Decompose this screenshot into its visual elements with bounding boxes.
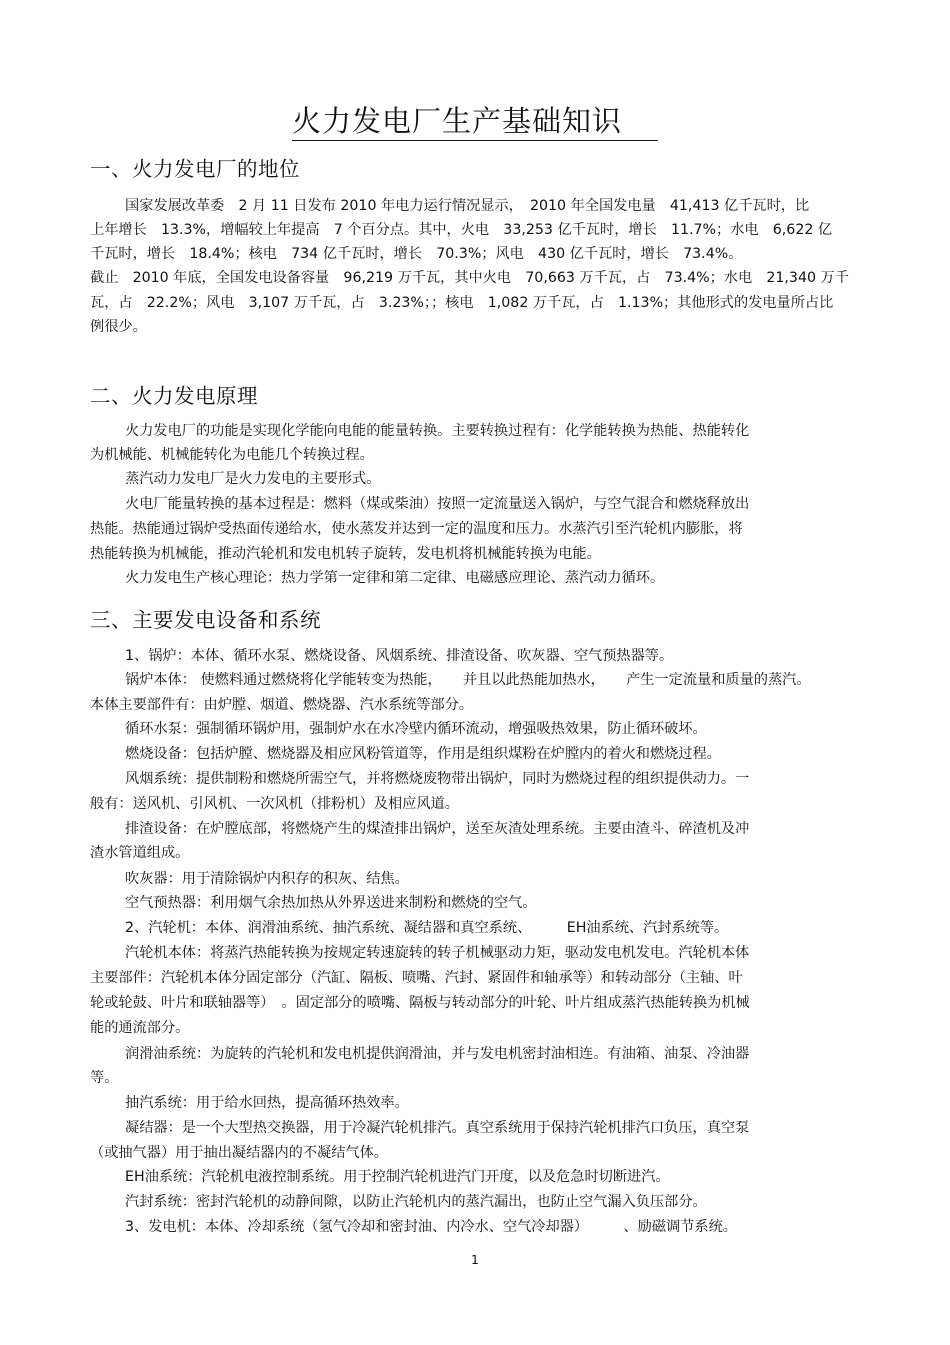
- text-line: 锅炉本体： 使燃料通过燃烧将化学能转变为热能， 并且以此热能加热水， 产生一定流量和质量的蒸汽。: [125, 672, 811, 688]
- text-line: 2、汽轮机：本体、润滑油系统、抽汽系统、凝结器和真空系统、 EH油系统、汽封系统等。: [125, 920, 729, 936]
- text-line: 吹灰器：用于清除锅炉内积存的积灰、结焦。: [125, 871, 409, 887]
- text-line: 热能。热能通过锅炉受热面传递给水，使水蒸发并达到一定的温度和压力。水蒸汽引至汽轮机内膨胀，将: [90, 521, 743, 537]
- text-line: 循环水泵：强制循环锅炉用，强制炉水在水冷壁内循环流动，增强吸热效果，防止循环破坏。: [125, 721, 707, 737]
- text-line: 千瓦时，增长 18.4%；核电 734 亿千瓦时，增长 70.3%；风电 430 亿千瓦时，增长 73.4%。: [90, 246, 743, 262]
- section-heading-2: 二、火力发电原理: [90, 384, 258, 408]
- text-line: 风烟系统：提供制粉和燃烧所需空气，并将燃烧废物带出锅炉，同时为燃烧过程的组织提供动力。一: [125, 771, 750, 787]
- text-line: 抽汽系统：用于给水回热，提高循环热效率。: [125, 1095, 409, 1111]
- text-line: 渣水管道组成。: [90, 845, 190, 861]
- text-line: 火电厂能量转换的基本过程是：燃料（煤或柴油）按照一定流量送入锅炉，与空气混合和燃烧释放出: [125, 496, 750, 512]
- text-line: 般有：送风机、引风机、一次风机（排粉机）及相应风道。: [90, 796, 459, 812]
- text-line: 上年增长 13.3%，增幅较上年提高 7 个百分点。其中，火电 33,253 亿千瓦时，增长 11.7%；水电 6,622 亿: [90, 222, 833, 238]
- text-line: 等。: [90, 1070, 119, 1086]
- text-line: 轮或轮鼓、叶片和联轴器等） 。固定部分的喷嘴、隔板与转动部分的叶轮、叶片组成蒸汽热能转换为机械: [90, 995, 750, 1011]
- text-line: 汽轮机本体：将蒸汽热能转换为按规定转速旋转的转子机械驱动力矩，驱动发电机发电。汽轮机本体: [125, 945, 750, 961]
- text-line: 主要部件：汽轮机本体分固定部分（汽缸、隔板、喷嘴、汽封、紧固件和轴承等）和转动部分（主轴、叶: [90, 970, 743, 986]
- text-line: 3、发电机：本体、冷却系统（氢气冷却和密封油、内冷水、空气冷却器） 、励磁调节系统。: [125, 1219, 737, 1235]
- text-line: 蒸汽动力发电厂是火力发电的主要形式。: [125, 471, 381, 487]
- page-number: 1: [471, 1253, 479, 1267]
- text-line: 火力发电生产核心理论：热力学第一定律和第二定律、电磁感应理论、蒸汽动力循环。: [125, 570, 665, 586]
- text-line: 火力发电厂的功能是实现化学能向电能的能量转换。主要转换过程有：化学能转换为热能、热能转化: [125, 423, 750, 439]
- text-line: （或抽气器）用于抽出凝结器内的不凝结气体。: [90, 1145, 388, 1161]
- section-heading-1: 一、火力发电厂的地位: [90, 157, 300, 181]
- text-line: 截止 2010 年底，全国发电设备容量 96,219 万千瓦，其中火电 70,663 万千瓦，占 73.4%；水电 21,340 万千: [90, 270, 849, 286]
- text-line: 空气预热器：利用烟气余热加热从外界送进来制粉和燃烧的空气。: [125, 895, 537, 911]
- text-line: 本体主要部件有：由炉膛、烟道、燃烧器、汽水系统等部分。: [90, 697, 474, 713]
- text-line: 例很少。: [90, 319, 147, 335]
- text-line: 能的通流部分。: [90, 1020, 190, 1036]
- document-title: 火力发电厂生产基础知识: [0, 99, 950, 140]
- text-line: 凝结器：是一个大型热交换器，用于冷凝汽轮机排汽。真空系统用于保持汽轮机排汽口负压，真空泵: [125, 1120, 750, 1136]
- text-line: 为机械能、机械能转化为电能几个转换过程。: [90, 447, 374, 463]
- text-line: 润滑油系统：为旋转的汽轮机和发电机提供润滑油，并与发电机密封油相连。有油箱、油泵、冷油器: [125, 1046, 750, 1062]
- text-line: 国家发展改革委 2 月 11 日发布 2010 年电力运行情况显示， 2010 年全国发电量 41,413 亿千瓦时，比: [125, 198, 810, 214]
- text-line: 瓦，占 22.2%；风电 3,107 万千瓦，占 3.23%；；核电 1,082 万千瓦，占 1.13%；其他形式的发电量所占比: [90, 295, 834, 311]
- section-heading-3: 三、主要发电设备和系统: [90, 608, 321, 632]
- text-line: 汽封系统：密封汽轮机的动静间隙，以防止汽轮机内的蒸汽漏出，也防止空气漏入负压部分。: [125, 1194, 707, 1210]
- text-line: 1、锅炉：本体、循环水泵、燃烧设备、风烟系统、排渣设备、吹灰器、空气预热器等。: [125, 648, 674, 664]
- text-line: EH油系统：汽轮机电液控制系统。用于控制汽轮机进汽门开度，以及危急时切断进汽。: [125, 1169, 670, 1185]
- text-line: 热能转换为机械能，推动汽轮机和发电机转子旋转，发电机将机械能转换为电能。: [90, 546, 601, 562]
- text-line: 排渣设备：在炉膛底部，将燃烧产生的煤渣排出锅炉，送至灰渣处理系统。主要由渣斗、碎渣机及冲: [125, 821, 750, 837]
- text-line: 燃烧设备：包括炉膛、燃烧器及相应风粉管道等，作用是组织煤粉在炉膛内的着火和燃烧过程。: [125, 746, 721, 762]
